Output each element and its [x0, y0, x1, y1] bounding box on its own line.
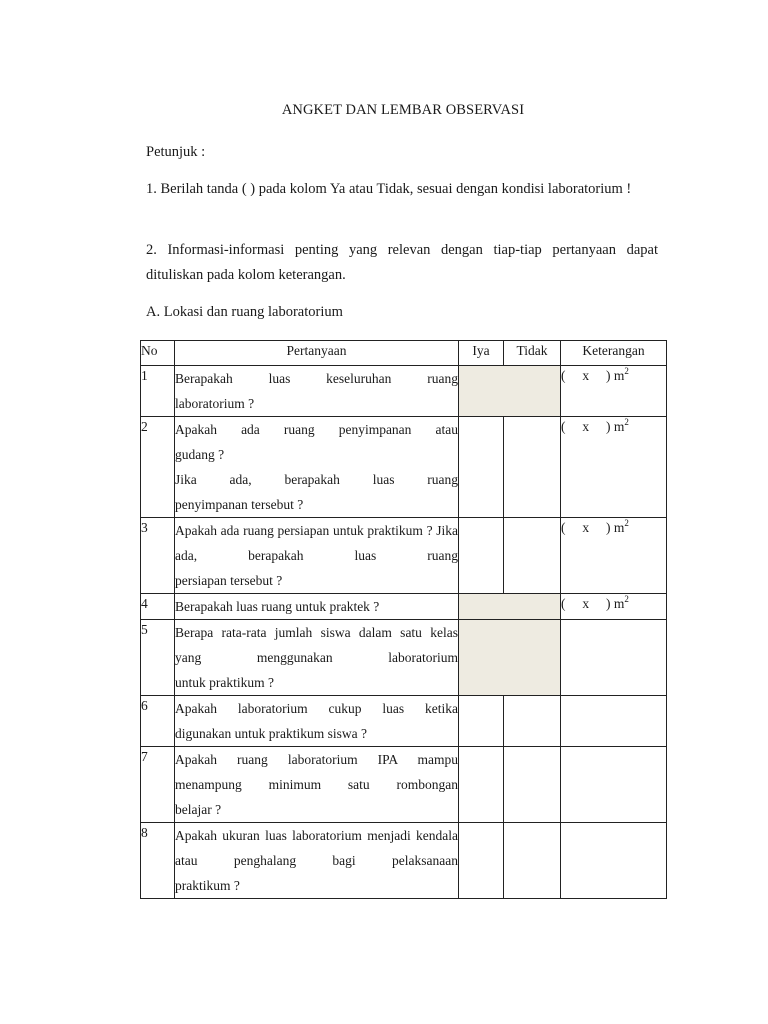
no-answer-cell[interactable]: [504, 696, 561, 747]
unit-text: ( x ) m: [561, 368, 625, 383]
header-no-answer: Tidak: [504, 341, 561, 366]
header-yes: Iya: [459, 341, 504, 366]
question-cell: [175, 823, 459, 899]
note-cell[interactable]: [561, 620, 667, 696]
unit-superscript: 2: [624, 417, 629, 427]
question-cell: [175, 594, 459, 620]
question-line: kendala atau penghalang bagi pelaksanaan: [175, 828, 459, 868]
question-cell: [175, 518, 459, 594]
question-line: digunakan untuk praktikum siswa ?: [175, 726, 367, 741]
header-question: Pertanyaan: [175, 341, 459, 366]
question-line: praktikum ?: [175, 878, 240, 893]
yes-cell[interactable]: [459, 518, 504, 594]
question-line: praktikum ? Jika ada, berapakah luas ruang: [175, 523, 459, 563]
question-line: menampung minimum satu rombongan: [175, 777, 458, 792]
row-number: 3: [141, 518, 175, 594]
instruction-2: 2. Informasi-informasi penting yang relevan dengan tiap-tiap pertanyaan dapat dituliskan pada kolom keterangan.: [146, 242, 658, 283]
document-title: ANGKET DAN LEMBAR OBSERVASI: [281, 102, 525, 118]
question-cell: [175, 747, 459, 823]
row-number: 2: [141, 417, 175, 518]
question-line: persiapan tersebut ?: [175, 573, 283, 588]
table-row: [141, 696, 667, 747]
question-cell: [175, 366, 459, 417]
note-cell[interactable]: [561, 823, 667, 899]
question-cell: [175, 620, 459, 696]
row-number: 5: [141, 620, 175, 696]
instructions-label: Petunjuk :: [146, 144, 206, 160]
no-answer-cell[interactable]: [504, 747, 561, 823]
shaded-answer-cell: [459, 620, 561, 696]
shaded-answer-cell: [459, 366, 561, 417]
question-line: Jika ada, berapakah luas ruang: [175, 472, 458, 487]
unit-superscript: 2: [624, 518, 629, 528]
unit-text: ( x ) m: [561, 596, 625, 611]
header-no: No: [141, 341, 175, 366]
question-line: Apakah ruang laboratorium IPA mampu: [175, 752, 458, 767]
table-header-row: [141, 341, 667, 366]
row-number: 4: [141, 594, 175, 620]
question-line: untuk praktikum ?: [175, 675, 274, 690]
shaded-answer-cell: [459, 594, 561, 620]
questionnaire-table: [140, 340, 667, 899]
no-answer-cell[interactable]: [504, 823, 561, 899]
section-title: A. Lokasi dan ruang laboratorium: [146, 304, 343, 320]
row-number: 8: [141, 823, 175, 899]
question-line: Berapakah luas keseluruhan ruang: [175, 371, 458, 386]
row-number: 1: [141, 366, 175, 417]
yes-cell[interactable]: [459, 823, 504, 899]
unit-text: ( x ) m: [561, 520, 625, 535]
question-line: Apakah ada ruang penyimpanan atau: [175, 422, 458, 437]
note-cell[interactable]: [561, 696, 667, 747]
note-cell[interactable]: [561, 594, 667, 620]
question-line: Berapa rata-rata jumlah siswa dalam satu: [175, 625, 422, 640]
instruction-1: 1. Berilah tanda ( ) pada kolom Ya atau Tidak, sesuai dengan kondisi laboratorium !: [146, 181, 632, 197]
question-line: laboratorium ?: [175, 396, 255, 411]
question-line: gudang ?: [175, 447, 225, 462]
question-line: penyimpanan tersebut ?: [175, 497, 304, 512]
question-line: Apakah ukuran luas laboratorium menjadi: [175, 828, 411, 843]
note-cell[interactable]: [561, 747, 667, 823]
no-answer-cell[interactable]: [504, 518, 561, 594]
question-line: kelas yang menggunakan laboratorium: [175, 625, 458, 665]
note-cell[interactable]: [561, 417, 667, 518]
table-row: [141, 620, 667, 696]
yes-cell[interactable]: [459, 417, 504, 518]
note-cell[interactable]: [561, 366, 667, 417]
table-row: [141, 417, 667, 518]
unit-superscript: 2: [624, 594, 629, 604]
table-row: [141, 747, 667, 823]
table-row: [141, 594, 667, 620]
yes-cell[interactable]: [459, 696, 504, 747]
unit-superscript: 2: [624, 366, 629, 376]
header-note: Keterangan: [561, 341, 667, 366]
question-line: Berapakah luas ruang untuk praktek ?: [175, 599, 380, 614]
no-answer-cell[interactable]: [504, 417, 561, 518]
yes-cell[interactable]: [459, 747, 504, 823]
row-number: 7: [141, 747, 175, 823]
table-row: [141, 366, 667, 417]
note-cell[interactable]: [561, 518, 667, 594]
question-cell: [175, 696, 459, 747]
row-number: 6: [141, 696, 175, 747]
table-row: [141, 823, 667, 899]
question-line: Apakah laboratorium cukup luas ketika: [175, 701, 458, 716]
question-cell: [175, 417, 459, 518]
unit-text: ( x ) m: [561, 419, 625, 434]
table-row: [141, 518, 667, 594]
question-line: belajar ?: [175, 802, 222, 817]
question-line: Apakah ada ruang persiapan untuk: [175, 523, 364, 538]
